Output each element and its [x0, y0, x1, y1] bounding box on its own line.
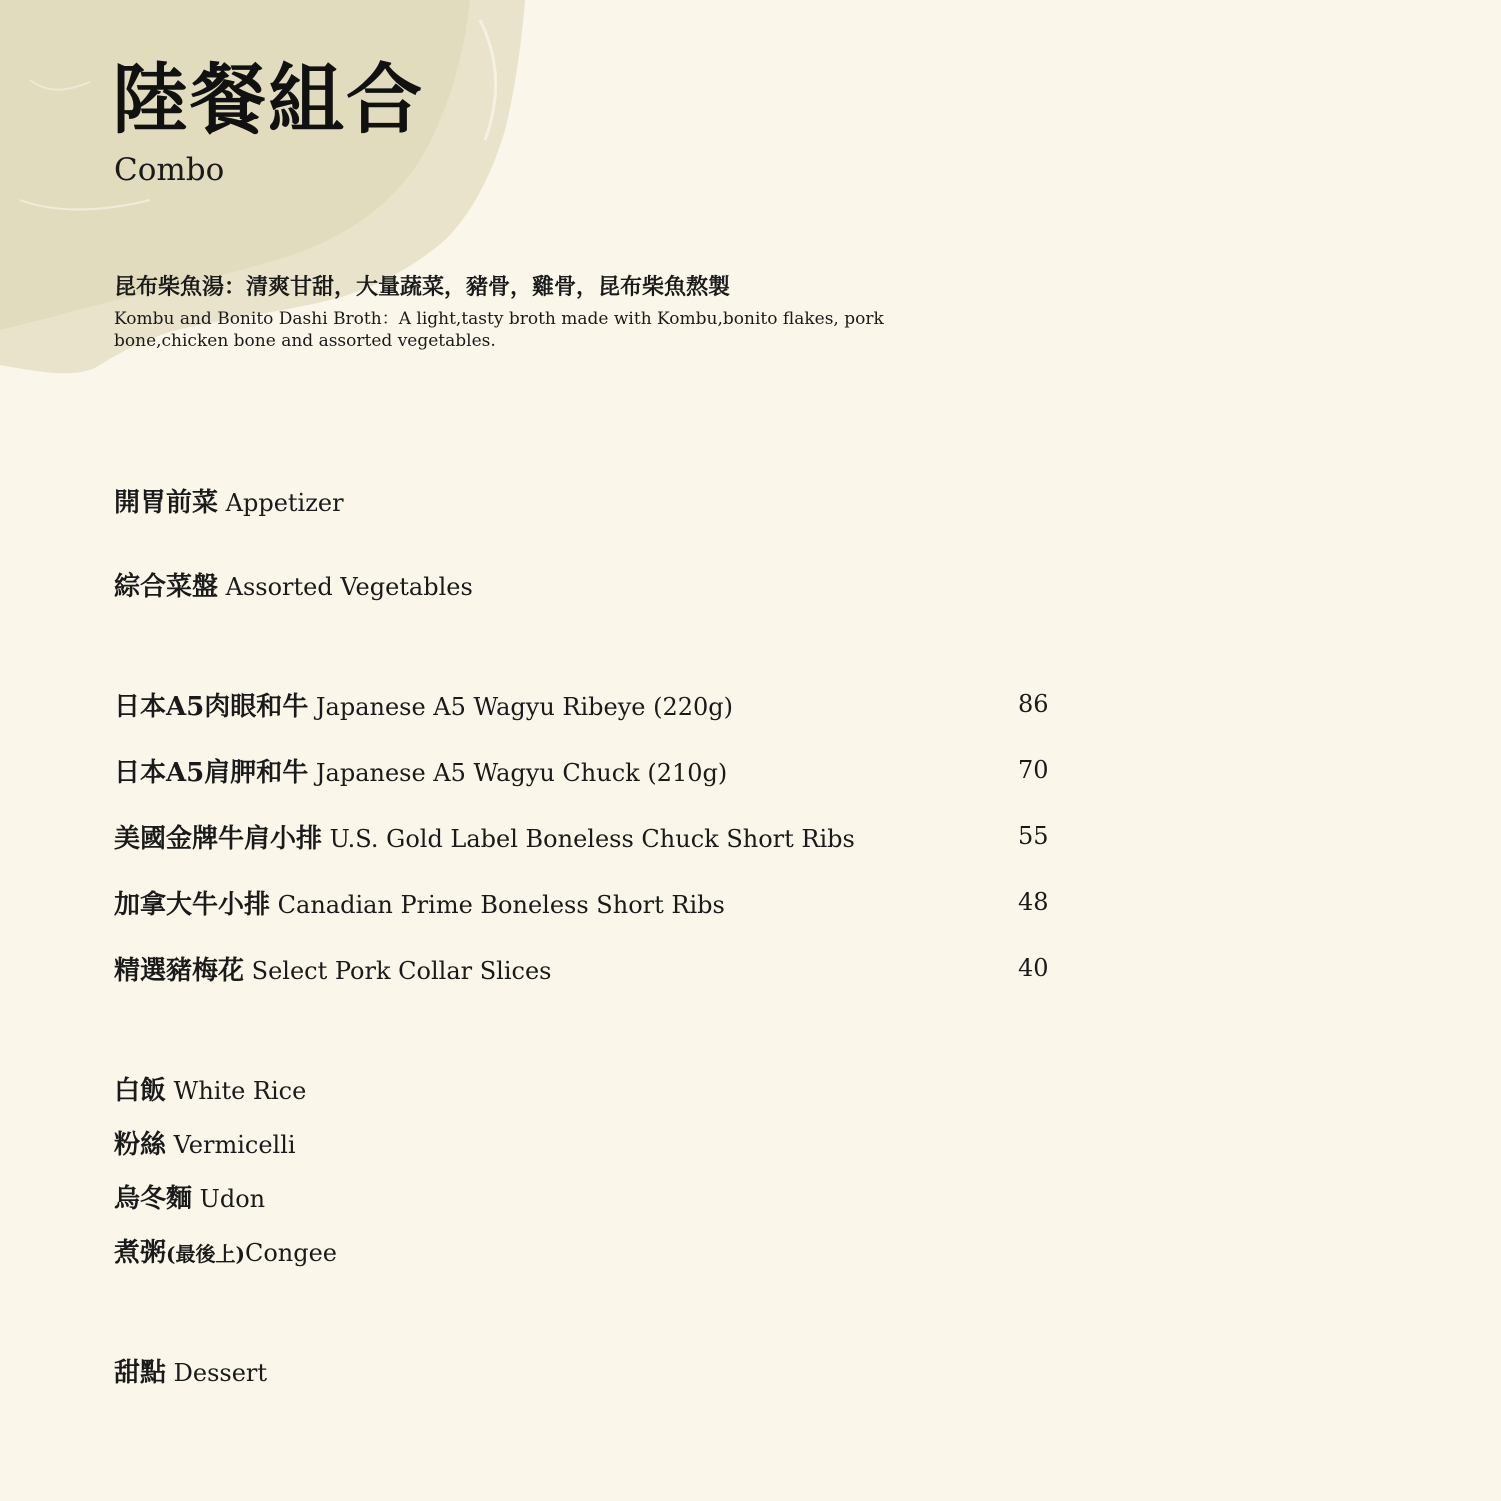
item-name-english: Canadian Prime Boneless Short Ribs	[270, 891, 725, 919]
item-price: 86	[1018, 690, 1049, 718]
item-name-chinese: 加拿大牛小排	[114, 890, 271, 920]
item-name-chinese: 白飯	[114, 1076, 167, 1106]
page-title-english: Combo	[114, 152, 225, 188]
menu-item-staple	[114, 1178, 265, 1215]
item-name-english: Udon	[192, 1185, 266, 1213]
menu-item-staple	[114, 1232, 337, 1269]
menu-item-main	[114, 686, 733, 723]
item-name-chinese: 綜合菜盤	[114, 572, 219, 602]
item-name-chinese: 開胃前菜	[114, 488, 219, 518]
item-name-chinese: 日本A5肩胛和牛	[114, 758, 309, 788]
item-price: 40	[1018, 954, 1049, 982]
item-serving-note: (最後上)	[166, 1242, 245, 1266]
broth-description-chinese: 昆布柴魚湯：清爽甘甜，大量蔬菜，豬骨，雞骨，昆布柴魚熬製	[114, 274, 731, 300]
item-name-english: Appetizer	[218, 489, 344, 517]
item-name-english: Vermicelli	[166, 1131, 296, 1159]
page-title-chinese: 陸餐組合	[112, 55, 424, 144]
item-name-english: White Rice	[166, 1077, 307, 1105]
item-name-english: Japanese A5 Wagyu Chuck (210g)	[308, 759, 728, 787]
item-name-english: Congee	[244, 1239, 337, 1267]
item-name-english: U.S. Gold Label Boneless Chuck Short Ribs	[322, 825, 855, 853]
item-name-chinese: 煮粥	[114, 1238, 167, 1268]
menu-item-assorted-vegetables	[114, 566, 473, 603]
item-name-english: Japanese A5 Wagyu Ribeye (220g)	[308, 693, 734, 721]
item-price: 70	[1018, 756, 1049, 784]
menu-item-main	[114, 950, 551, 987]
item-price: 48	[1018, 888, 1049, 916]
item-name-chinese: 粉絲	[114, 1130, 167, 1160]
item-name-english: Dessert	[166, 1359, 268, 1387]
item-name-chinese: 精選豬梅花	[114, 956, 245, 986]
item-price: 55	[1018, 822, 1049, 850]
item-name-english: Assorted Vegetables	[218, 573, 473, 601]
item-name-chinese: 烏冬麵	[114, 1184, 193, 1214]
item-name-chinese: 日本A5肉眼和牛	[114, 692, 309, 722]
menu-item-staple	[114, 1124, 296, 1161]
broth-description-english: Kombu and Bonito Dashi Broth：A light,tasty broth made with Kombu,bonito flakes, pork bone,chicken bone and assorted vegetables.	[114, 309, 884, 351]
menu-item-main	[114, 884, 725, 921]
item-name-chinese: 甜點	[114, 1358, 167, 1388]
item-name-english: Select Pork Collar Slices	[244, 957, 552, 985]
menu-item-dessert	[114, 1352, 267, 1389]
menu-item-staple	[114, 1070, 306, 1107]
menu-item-main	[114, 818, 855, 855]
menu-item-main	[114, 752, 727, 789]
item-name-chinese: 美國金牌牛肩小排	[114, 824, 323, 854]
menu-item-appetizer	[114, 482, 344, 519]
